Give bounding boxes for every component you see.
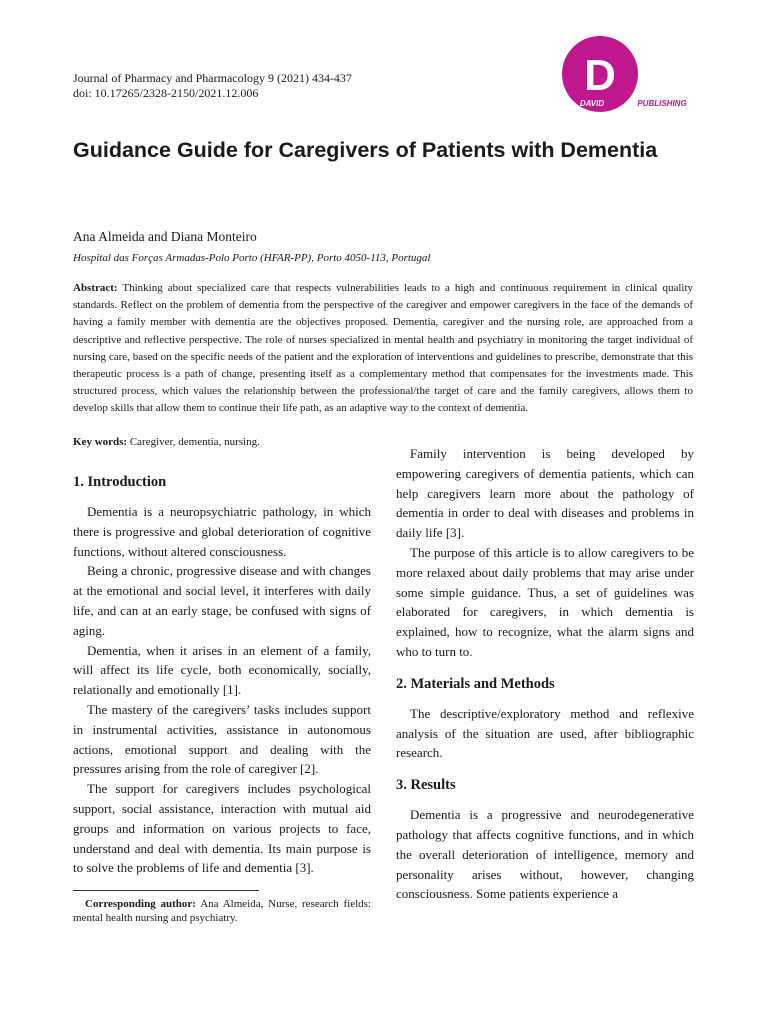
abstract-text: Thinking about specialized care that respects vulnerabilities leads to a high and continuous requirement in clinical quality standards. Reflect on the problem of dementia from the perspective of the caregiver and empower caregivers in the face of the demands of having a family member with dementia are the objectives proposed. Dementia, caregiver and the nursing role, are approached from a descriptive and reflective perspective. The role of nurses specialized in mental health and psychiatry in monitoring the target individual of nursing care, based on the specific needs of the patient and the exploration of interventions and guidelines to prescribe, demonstrate that this therapeutic process is a path of change, presenting itself as a complementary method that compensates for the investments made. This structured process, which values the relationship between the professional/the target of care and the family caregivers, allows them to develop skills that allow them to continue their life path, as an adaptive way to the context of dementia. — [73, 282, 693, 415]
right-column — [396, 444, 694, 904]
section-heading-introduction: 1. Introduction — [73, 474, 167, 490]
logo-word-publishing: PUBLISHING — [637, 99, 687, 108]
section-heading-methods: 2. Materials and Methods — [396, 675, 555, 692]
keywords — [73, 436, 260, 448]
intro-paragraph-4: The mastery of the caregivers’ tasks includes support in instrumental activities, assistance in autonomous actions, emotional support and dealing with the pressures arising from the role of caregiver [2]. — [73, 701, 371, 777]
authors: Ana Almeida and Diana Monteiro — [73, 229, 257, 244]
keywords-text: Caregiver, dementia, nursing. — [129, 436, 260, 448]
section-heading-results: 3. Results — [396, 777, 456, 794]
left-column — [73, 470, 371, 878]
publisher-logo — [558, 36, 703, 116]
intro-paragraph-1: Dementia is a neuropsychiatric pathology, in which there is progressive and global deterioration of cognitive functions, without altered consciousness. — [73, 504, 371, 559]
footnote-label: Corresponding author: — [85, 898, 196, 910]
abstract-label: Abstract: — [73, 282, 118, 294]
journal-citation: Journal of Pharmacy and Pharmacology 9 (2021) 434-437 — [73, 71, 352, 85]
keywords-label: Key words: — [73, 436, 128, 448]
journal-header — [73, 71, 352, 101]
logo-letter: D — [584, 51, 616, 100]
intro-paragraph-6: Family intervention is being developed by empowering caregivers of dementia patients, which can help caregivers learn more about the pathology of dementia in order to deal with diseases and problems in daily life [3]. — [396, 446, 694, 541]
intro-paragraph-2: Being a chronic, progressive disease and with changes at the emotional and social level, it interferes with daily life, and can at an early stage, be confused with signs of aging. — [73, 563, 371, 638]
paper-title: Guidance Guide for Caregivers of Patients with Dementia — [73, 138, 658, 162]
footnote-divider — [73, 890, 259, 891]
results-paragraph-1: Dementia is a progressive and neurodegenerative pathology that affects cognitive functions, and in which the overall deterioration of intelligence, memory and personality arises without, however, changing consciousness. Some patients experience a — [396, 807, 694, 902]
affiliation: Hospital das Forças Armadas-Polo Porto (HFAR-PP), Porto 4050-113, Portugal — [73, 252, 431, 264]
intro-paragraph-5: The support for caregivers includes psychological support, social assistance, interaction with mutual aid groups and information on various projects to face, understand and deal with dementia. Its main purpose is to solve the problems of life and dementia [3]. — [73, 781, 371, 876]
intro-paragraph-7: The purpose of this article is to allow caregivers to be more relaxed about daily problems that may arise under some simple guidance. Thus, a set of guidelines was elaborated for caregivers, in which dementia is explained, how to recognize, what the alarm signs and who to turn to. — [396, 544, 694, 659]
footnote-text: Ana Almeida, Nurse, research fields: mental health nursing and psychiatry. — [73, 898, 371, 924]
logo-word-david: DAVID — [579, 99, 605, 108]
abstract — [73, 280, 693, 418]
journal-doi: doi: 10.17265/2328-2150/2021.12.006 — [73, 86, 259, 100]
footnote — [73, 897, 371, 925]
methods-paragraph-1: The descriptive/exploratory method and reflexive analysis of the situation are used, after bibliographic research. — [396, 705, 694, 761]
intro-paragraph-3: Dementia, when it arises in an element of a family, will affect its life cycle, both economically, socially, relationally and emotionally [1]. — [73, 642, 371, 698]
